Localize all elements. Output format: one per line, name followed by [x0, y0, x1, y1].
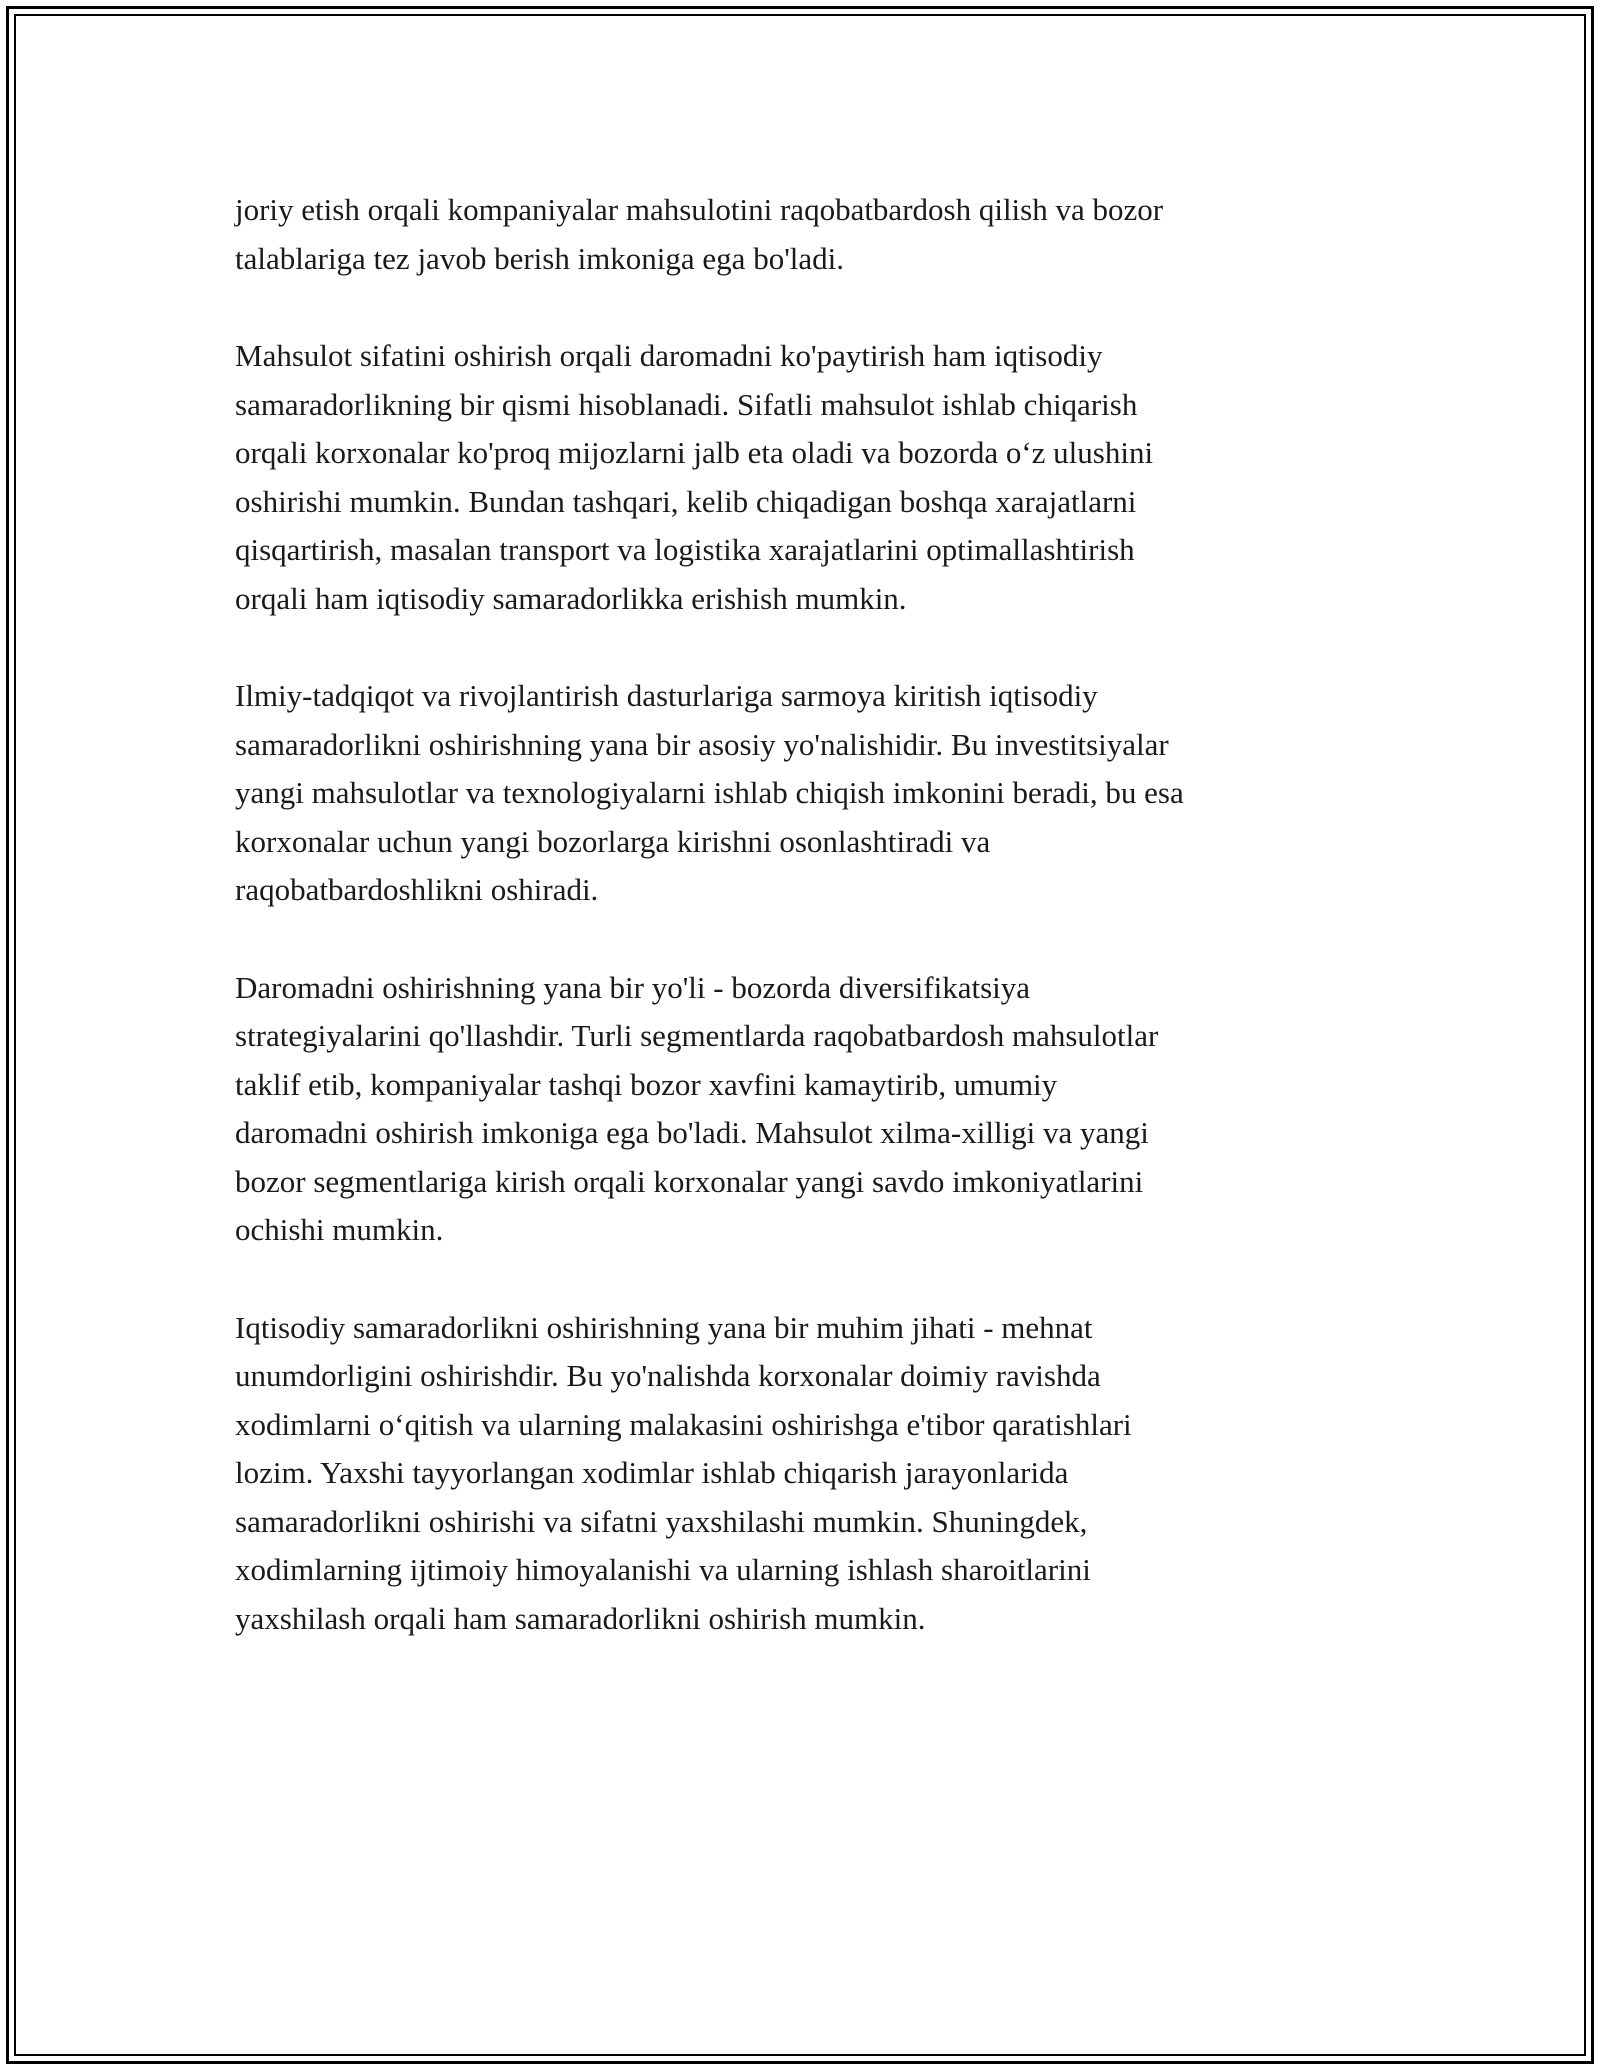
text-line: Daromadni oshirishning yana bir yo'li - bozorda diversifikatsiya — [235, 969, 1031, 1005]
text-line: orqali ham iqtisodiy samaradorlikka erishish mumkin. — [235, 580, 907, 616]
text-line: oshirishi mumkin. Bundan tashqari, kelib chiqadigan boshqa xarajatlarni — [235, 483, 1137, 519]
text-line: unumdorligini oshirishdir. Bu yo'nalishda korxonalar doimiy ravishda — [235, 1358, 1101, 1393]
paragraph-3 — [235, 672, 1375, 915]
text-line: qisqartirish, masalan transport va logistika xarajatlarini optimallashtirish — [235, 532, 1135, 567]
text-line: taklif etib, kompaniyalar tashqi bozor xavfini kamaytirib, umumiy — [235, 1066, 1058, 1102]
text-line: lozim. Yaxshi tayyorlangan xodimlar ishlab chiqarish jarayonlarida — [235, 1455, 1069, 1490]
text-line: xodimlarning ijtimoiy himoyalanishi va ularning ishlash sharoitlarini — [235, 1552, 1091, 1587]
text-line: samaradorlikni oshirishi va sifatni yaxshilashi mumkin. Shuningdek, — [235, 1503, 1088, 1539]
text-line: samaradorlikni oshirishning yana bir asosiy yo'nalishidir. Bu investitsiyalar — [235, 726, 1169, 762]
text-line: strategiyalarini qo'llashdir. Turli segmentlarda raqobatbardosh mahsulotlar — [235, 1018, 1159, 1053]
text-line: orqali korxonalar ko'proq mijozlarni jalb eta oladi va bozorda o‘z ulushini — [235, 435, 1154, 470]
text-line: Mahsulot sifatini oshirish orqali daromadni ko'paytirish ham iqtisodiy — [235, 338, 1103, 373]
text-line: joriy etish orqali kompaniyalar mahsulotini raqobatbardosh qilish va bozor — [235, 192, 1164, 227]
text-line: samaradorlikning bir qismi hisoblanadi. Sifatli mahsulot ishlab chiqarish — [235, 386, 1138, 422]
paragraph-1 — [235, 186, 1375, 283]
text-line: yaxshilash orqali ham samaradorlikni oshirish mumkin. — [235, 1600, 926, 1636]
text-line: korxonalar uchun yangi bozorlarga kirishni osonlashtiradi va — [235, 823, 991, 859]
text-line: talablariga tez javob berish imkoniga ega bo'ladi. — [235, 240, 845, 276]
document-body — [235, 186, 1375, 1692]
text-line: xodimlarni o‘qitish va ularning malakasini oshirishga e'tibor qaratishlari — [235, 1406, 1132, 1442]
text-line: ochishi mumkin. — [235, 1212, 444, 1247]
text-line: bozor segmentlariga kirish orqali korxonalar yangi savdo imkoniyatlarini — [235, 1163, 1144, 1199]
paragraph-4 — [235, 964, 1375, 1255]
text-line: daromadni oshirish imkoniga ega bo'ladi. Mahsulot xilma-xilligi va yangi — [235, 1115, 1149, 1150]
text-line: raqobatbardoshlikni oshiradi. — [235, 872, 599, 907]
paragraph-2 — [235, 332, 1375, 623]
text-line: yangi mahsulotlar va texnologiyalarni ishlab chiqish imkonini beradi, bu esa — [235, 775, 1184, 810]
text-line: Iqtisodiy samaradorlikni oshirishning yana bir muhim jihati - mehnat — [235, 1309, 1093, 1345]
text-line: Ilmiy-tadqiqot va rivojlantirish dasturlariga sarmoya kiritish iqtisodiy — [235, 678, 1098, 713]
paragraph-5 — [235, 1304, 1375, 1644]
